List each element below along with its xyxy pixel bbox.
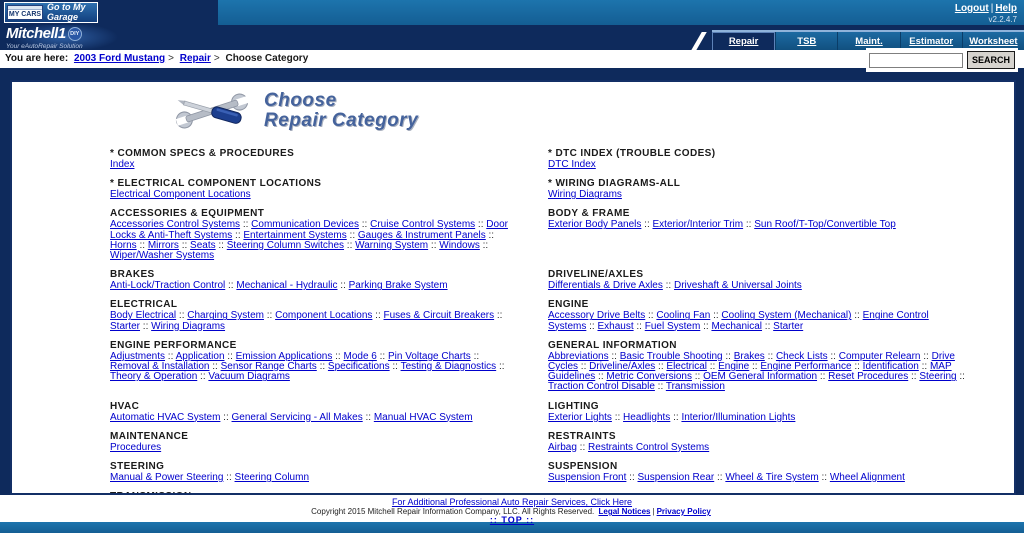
category-row: [110, 208, 984, 269]
category-links: Exterior Body Panels :: Exterior/Interior Trim :: Sun Roof/T-Top/Convertible Top: [548, 219, 896, 231]
category-link[interactable]: Starter: [773, 320, 804, 332]
category-cell-right: [548, 401, 968, 423]
go-to-my-garage-button[interactable]: [4, 2, 98, 23]
category-cell-right: [548, 299, 968, 331]
category-row: [110, 299, 984, 339]
category-link[interactable]: Automatic HVAC System: [110, 411, 221, 423]
category-heading: LIGHTING: [548, 400, 599, 412]
category-link[interactable]: Warning System: [355, 239, 429, 251]
category-link[interactable]: Removal & Installation: [110, 361, 210, 373]
category-link[interactable]: Identification: [862, 361, 919, 373]
category-heading: BRAKES: [110, 269, 155, 281]
category-link[interactable]: Vacuum Diagrams: [208, 371, 290, 383]
category-link[interactable]: Manual & Power Steering: [110, 472, 224, 484]
category-links: [548, 190, 968, 200]
category-link[interactable]: Exhaust: [597, 320, 634, 332]
category-link[interactable]: Procedures: [110, 441, 162, 453]
category-link[interactable]: Driveshaft & Universal Joints: [673, 280, 802, 292]
category-links: Manual & Power Steering :: Steering Column: [110, 472, 310, 484]
category-cell-right: [548, 148, 968, 170]
search-input[interactable]: [869, 53, 963, 68]
category-link[interactable]: General Servicing - All Makes: [231, 411, 363, 423]
category-link[interactable]: Entertainment Systems: [243, 229, 347, 241]
category-heading: ACCESSORIES & EQUIPMENT: [110, 208, 265, 220]
category-link[interactable]: Suspension Rear: [637, 472, 715, 484]
page-title-banner: [172, 89, 1014, 133]
nav-bar: [0, 25, 1024, 50]
category-link[interactable]: Metric Conversions: [606, 371, 692, 383]
category-link[interactable]: Wiring Diagrams: [151, 320, 226, 332]
category-heading: ELECTRICAL: [110, 299, 178, 311]
tab-label[interactable]: Repair: [728, 36, 759, 47]
category-links: [110, 443, 512, 453]
category-heading: * COMMON SPECS & PROCEDURES: [110, 148, 295, 159]
category-link[interactable]: Mechanical: [711, 320, 763, 332]
tab-bar: [712, 30, 1024, 50]
category-link[interactable]: Mirrors: [147, 239, 179, 251]
category-cell-left: [110, 269, 512, 291]
category-links: Airbag :: Restraints Control Systems: [548, 441, 710, 453]
license-plate-icon: [7, 5, 43, 20]
category-link[interactable]: Communication Devices: [251, 219, 359, 231]
category-link[interactable]: Charging System: [187, 310, 264, 322]
tab-slash-decoration: [690, 32, 707, 52]
page-title-line2: Repair Category: [264, 110, 419, 131]
footer: [0, 495, 1024, 525]
category-cell-right: [548, 208, 968, 261]
logo-tagline: Your eAutoRepair Solution: [6, 43, 83, 50]
category-link[interactable]: Driveline/Axles: [589, 361, 656, 373]
category-links: Differentials & Drive Axles :: Driveshaft & Universal Joints: [548, 280, 802, 292]
category-links: Suspension Front :: Suspension Rear :: Wheel & Tire System :: Wheel Alignment: [548, 472, 905, 484]
category-link[interactable]: Restraints Control Systems: [588, 441, 710, 453]
tab-label[interactable]: Estimator: [909, 35, 954, 47]
category-links: Accessory Drive Belts :: Cooling Fan :: Cooling System (Mechanical) :: Engine Control Systems :: Exhaust :: Fuel System :: Mechanical :: Starter: [548, 310, 929, 332]
category-row: [110, 148, 984, 178]
category-link[interactable]: Electrical: [666, 361, 707, 373]
breadcrumb-vehicle-link[interactable]: 2003 Ford Mustang: [73, 53, 166, 64]
tab-tsb[interactable]: [775, 32, 837, 50]
category-link[interactable]: MAP Guidelines: [548, 361, 952, 383]
footer-copyright: Copyright 2015 Mitchell Repair Information Company, LLC. All Rights Reserved.: [311, 507, 595, 516]
category-row: [110, 340, 984, 401]
category-links: Accessories Control Systems :: Communication Devices :: Cruise Control Systems :: Door Locks & Anti-Theft Systems :: Entertainment Systems :: Gauges & Instrument Panels :: Horns :: Mirrors :: Seats :: Steering Column Switches :: Warning System :: Windows :: Wiper/Washer Systems: [110, 219, 508, 262]
category-heading: ENGINE: [548, 299, 589, 311]
category-link[interactable]: Component Locations: [275, 310, 373, 322]
category-link[interactable]: Interior/Illumination Lights: [681, 411, 796, 423]
category-links: [110, 160, 512, 170]
category-heading: ENGINE PERFORMANCE: [110, 339, 237, 351]
category-link[interactable]: Engine Control Systems: [548, 310, 929, 332]
category-link[interactable]: Wheel & Tire System: [725, 472, 819, 484]
category-link[interactable]: OEM General Information: [703, 371, 818, 383]
license-plate-label: MY CARS: [8, 11, 42, 18]
category-cell-left: [110, 340, 512, 393]
my-cars-block: [0, 0, 218, 25]
breadcrumb-repair-link[interactable]: Repair: [179, 53, 211, 64]
category-links: Body Electrical :: Charging System :: Component Locations :: Fuses & Circuit Breakers :: Starter :: Wiring Diagrams: [110, 310, 503, 332]
privacy-policy-link[interactable]: Privacy Policy: [656, 507, 711, 516]
category-heading: HVAC: [110, 400, 140, 412]
category-link[interactable]: Windows: [439, 239, 480, 251]
category-cell-right: [548, 178, 968, 200]
category-link[interactable]: Wheel Alignment: [829, 472, 905, 484]
category-link[interactable]: Theory & Operation: [110, 371, 198, 383]
category-link[interactable]: Engine: [718, 361, 750, 373]
category-cell-right: [548, 461, 968, 483]
category-heading: SUSPENSION: [548, 461, 618, 473]
category-cell-left: [110, 148, 512, 170]
category-link[interactable]: Mode 6: [343, 350, 377, 362]
category-links: Automatic HVAC System :: General Servicing - All Makes :: Manual HVAC System: [110, 411, 473, 423]
category-link[interactable]: Headlights: [623, 411, 671, 423]
category-heading: * ELECTRICAL COMPONENT LOCATIONS: [110, 178, 322, 190]
tab-repair[interactable]: [712, 32, 775, 50]
category-link[interactable]: Application: [175, 350, 225, 362]
content-card: [10, 80, 1016, 495]
category-links: Exterior Lights :: Headlights :: Interior/Illumination Lights: [548, 411, 796, 423]
category-rows: [110, 148, 984, 495]
session-divider: |: [990, 3, 994, 14]
category-link[interactable]: Check Lists: [775, 350, 828, 362]
breadcrumb-separator: >: [213, 53, 220, 64]
legal-notices-link[interactable]: Legal Notices: [598, 507, 651, 516]
category-link[interactable]: Steering: [919, 371, 957, 383]
category-link[interactable]: Electrical Component Locations: [110, 189, 251, 201]
breadcrumb-current: Choose Category: [225, 53, 309, 64]
category-cell-right: [548, 491, 968, 495]
category-links: [110, 190, 512, 200]
category-link[interactable]: Reset Procedures: [828, 371, 909, 383]
session-links: [955, 4, 1017, 25]
category-link[interactable]: Airbag: [548, 441, 577, 453]
category-link[interactable]: Pin Voltage Charts: [387, 350, 471, 362]
category-cell-left: [110, 299, 512, 331]
category-link[interactable]: Abbreviations: [548, 350, 609, 362]
footer-divider: |: [652, 507, 655, 516]
help-link[interactable]: Help: [995, 3, 1017, 14]
category-row: [110, 431, 984, 461]
tools-icon: [172, 89, 252, 133]
category-cell-left: [110, 431, 512, 453]
category-link[interactable]: Exterior/Interior Trim: [652, 219, 744, 231]
category-link[interactable]: Basic Trouble Shooting: [619, 350, 723, 362]
category-link[interactable]: Seats: [190, 239, 216, 251]
category-link[interactable]: Manual HVAC System: [373, 411, 473, 423]
category-link[interactable]: Engine Performance: [760, 361, 852, 373]
category-link[interactable]: Wiper/Washer Systems: [110, 250, 215, 262]
category-heading: STEERING: [110, 461, 165, 473]
category-heading: MAINTENANCE: [110, 430, 189, 442]
category-link[interactable]: Horns: [110, 239, 137, 251]
category-cell-left: [110, 491, 512, 495]
page-title-line1: Choose: [264, 90, 337, 111]
category-links: [548, 160, 968, 170]
category-row: [110, 401, 984, 431]
category-link[interactable]: Fuel System: [644, 320, 701, 332]
category-row: [110, 461, 984, 491]
category-link[interactable]: Specifications: [327, 361, 390, 373]
category-link[interactable]: Mechanical - Hydraulic: [236, 280, 338, 292]
footer-services-link[interactable]: For Additional Professional Auto Repair Services, Click Here: [391, 497, 633, 507]
page-title: [264, 91, 418, 131]
logout-link[interactable]: Logout: [954, 3, 989, 14]
category-link[interactable]: Body Electrical: [110, 310, 177, 322]
category-link[interactable]: Steering Column: [234, 472, 310, 484]
category-link[interactable]: DTC Index: [548, 159, 596, 170]
top-bar: [0, 0, 1024, 25]
category-link[interactable]: Drive Cycles: [548, 350, 955, 373]
category-row: [110, 491, 984, 495]
category-link[interactable]: Accessory Drive Belts: [548, 310, 646, 322]
category-link[interactable]: Testing & Diagnostics: [400, 361, 497, 373]
tab-label[interactable]: Maint.: [855, 35, 883, 47]
tab-label[interactable]: Worksheet: [969, 35, 1018, 47]
category-link[interactable]: Brakes: [733, 350, 765, 362]
category-row: [110, 178, 984, 208]
category-link[interactable]: Anti-Lock/Traction Control: [110, 280, 226, 292]
category-link[interactable]: Starter: [110, 320, 141, 332]
category-heading: DRIVELINE/AXLES: [548, 269, 644, 281]
category-link[interactable]: Wiring Diagrams: [548, 189, 622, 201]
category-link[interactable]: Suspension Front: [548, 472, 627, 484]
category-link[interactable]: Door Locks & Anti-Theft Systems: [110, 219, 508, 241]
version-label: v2.2.4.7: [988, 15, 1017, 24]
category-link[interactable]: Cruise Control Systems: [370, 219, 476, 231]
diy-badge-icon: DIY: [68, 27, 82, 41]
category-heading: [110, 491, 512, 495]
category-link[interactable]: Cooling System (Mechanical): [721, 310, 852, 322]
category-cell-left: [110, 461, 512, 483]
main-background: [0, 68, 1024, 495]
category-heading: * WIRING DIAGRAMS-ALL: [548, 178, 681, 190]
category-cell-right: [548, 431, 968, 453]
category-cell-left: [110, 401, 512, 423]
search-panel: [866, 48, 1018, 72]
category-cell-right: [548, 269, 968, 291]
category-cell-right: [548, 340, 968, 393]
search-button[interactable]: SEARCH: [967, 51, 1015, 69]
category-link[interactable]: Emission Applications: [235, 350, 333, 362]
category-link[interactable]: Traction Control Disable: [548, 381, 655, 393]
category-link[interactable]: Exterior Body Panels: [548, 219, 642, 231]
category-link[interactable]: Differentials & Drive Axles: [548, 280, 663, 292]
category-link[interactable]: Sensor Range Charts: [220, 361, 317, 373]
category-links: Adjustments :: Application :: Emission Applications :: Mode 6 :: Pin Voltage Charts :: Removal & Installation :: Sensor Range Charts :: Specifications :: Testing & Diagnostics :: Theory & Operation :: Vacuum Diagrams: [110, 350, 505, 383]
mitchell1-logo: [6, 25, 176, 50]
category-link[interactable]: Parking Brake System: [348, 280, 448, 292]
logo-name: Mitchell1: [6, 25, 66, 42]
category-link[interactable]: Computer Relearn: [838, 350, 921, 362]
category-link[interactable]: Sun Roof/T-Top/Convertible Top: [754, 219, 896, 231]
category-link[interactable]: Gauges & Instrument Panels: [357, 229, 486, 241]
garage-button-label: Go to My Garage: [47, 2, 86, 22]
category-link[interactable]: Transmission: [665, 381, 725, 393]
category-link[interactable]: Adjustments: [110, 350, 166, 362]
category-row: [110, 269, 984, 299]
category-link[interactable]: Steering Column Switches: [226, 239, 345, 251]
breadcrumb-prefix: You are here:: [5, 53, 69, 64]
tab-label[interactable]: TSB: [797, 35, 817, 47]
category-heading: GENERAL INFORMATION: [548, 339, 677, 351]
breadcrumb-separator: >: [168, 53, 174, 64]
category-heading: * DTC INDEX (TROUBLE CODES): [548, 148, 716, 159]
top-link[interactable]: :: TOP ::: [489, 515, 535, 525]
category-cell-left: [110, 208, 512, 261]
category-links: Abbreviations :: Basic Trouble Shooting :: Brakes :: Check Lists :: Computer Relearn :: Drive Cycles :: Driveline/Axles :: Electrical :: Engine :: Engine Performance :: Identification :: MAP Guidelines :: Metric Conversions :: OEM General Information :: Reset Procedures :: Steering :: Traction Control Disable :: Transmission: [548, 350, 965, 393]
category-link[interactable]: Accessories Control Systems: [110, 219, 241, 231]
category-link[interactable]: Index: [110, 159, 135, 170]
category-cell-left: [110, 178, 512, 200]
category-heading: RESTRAINTS: [548, 430, 616, 442]
category-link[interactable]: Fuses & Circuit Breakers: [383, 310, 495, 322]
category-heading: BODY & FRAME: [548, 208, 630, 220]
category-links: Anti-Lock/Traction Control :: Mechanical - Hydraulic :: Parking Brake System: [110, 280, 448, 292]
category-link[interactable]: Cooling Fan: [656, 310, 711, 322]
category-link[interactable]: Exterior Lights: [548, 411, 612, 423]
